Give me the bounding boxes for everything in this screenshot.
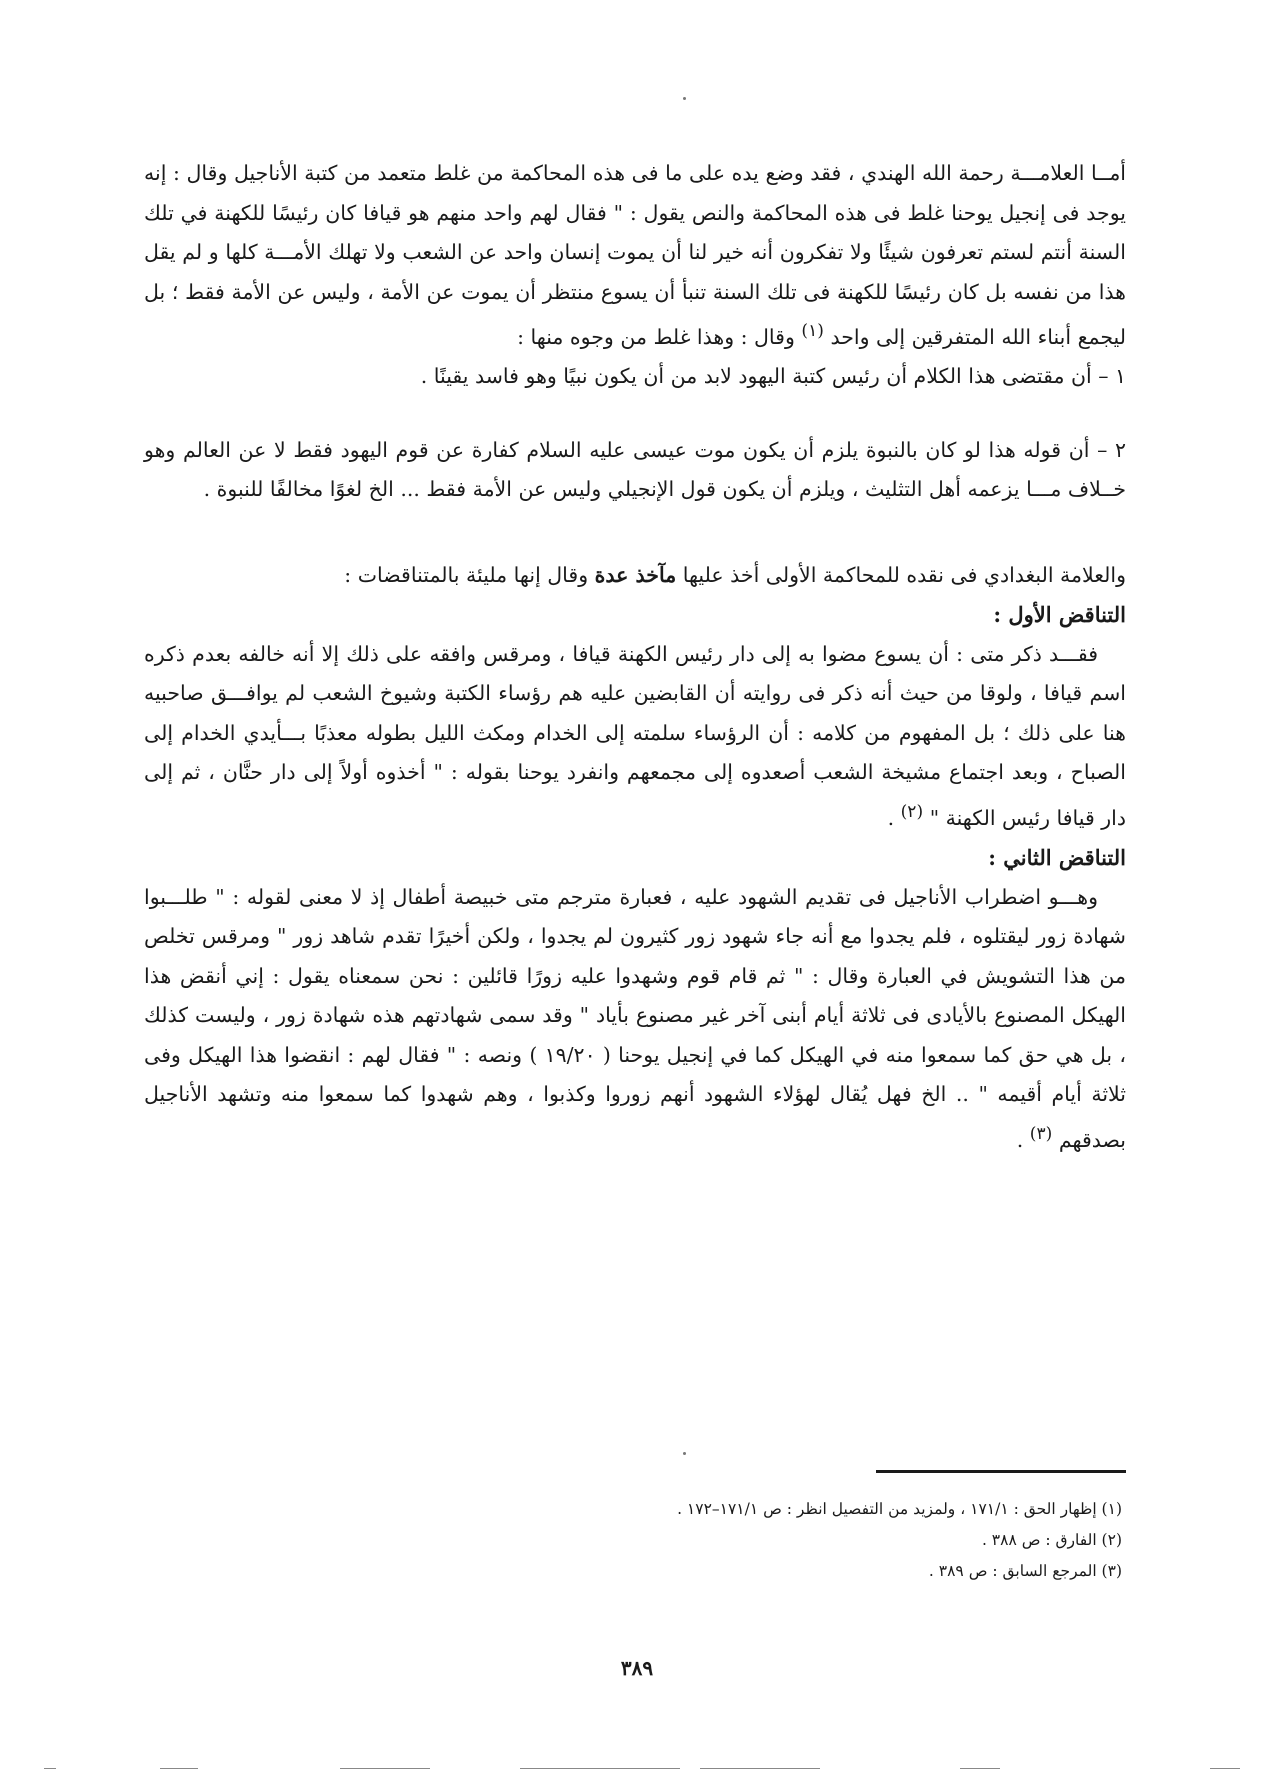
footnote-divider: [876, 1470, 1126, 1473]
footnote-1: (١) إظهار الحق : ١٧١/١ ، ولمزيد من التفصيل انظر : ص ١٧١/١–١٧٢ .: [677, 1500, 1122, 1518]
scan-speck: [683, 97, 686, 100]
paragraph-point-2: ٢ – أن قوله هذا لو كان بالنبوة يلزم أن يكون موت عيسى عليه السلام كفارة عن قوم اليهود فقط لا عن العالم وهو خــلاف مـــا يزعمه أهل التثليث ، ويلزم أن يكون قول الإنجيلي وليس عن الأمة فقط ... الخ لغوًا مخالفًا للنبوة .: [144, 437, 1126, 502]
paragraph-point-1: ١ – أن مقتضى هذا الكلام أن رئيس كتبة اليهود لابد من أن يكون نبيًا وهو فاسد يقينًا .: [420, 364, 1126, 389]
scan-edge-mark: [1210, 1768, 1240, 1769]
footnote-ref-2: (٢): [900, 801, 924, 822]
scan-speck: [683, 1452, 686, 1455]
main-text: [144, 154, 1126, 1160]
scan-edge-mark: [160, 1768, 198, 1769]
scan-edge-mark: [960, 1768, 1000, 1769]
heading-second-contradiction: التناقض الثاني :: [988, 845, 1126, 871]
scan-edge-mark: [44, 1768, 56, 1769]
paragraph-baghdadi: والعلامة البغدادي فى نقده للمحاكمة الأولى أخذ عليها مآخذ عدة وقال إنها مليئة بالمتناقضات :: [344, 562, 1126, 587]
paragraph-intro: أمــا العلامـــة رحمة الله الهندي ، فقد وضع يده على ما فى هذه المحاكمة من غلط متعمد من كتبة الأناجيل وقال : إنه يوجد فى إنجيل يوحنا غلط فى هذه المحاكمة والنص يقول : " فقال لهم واحد منهم هو قيافا كان رئيسًا للكهنة في تلك السنة أنتم لستم تعرفون شيئًا ولا تفكرون أنه خير لنا أن يموت إنسان واحد عن الشعب ولا تهلك الأمـــة كلها و لم يقل هذا من نفسه بل كان رئيسًا للكهنة فى تلك السنة تنبأ أن يسوع منتظر أن يموت عن الأمة ، وليس عن الأمة فقط ؛ بل ليجمع أبناء الله المتفرقين إلى واحد $^{(١)}$ وقال : وهذا غلط من وجوه منها :: [144, 161, 1126, 349]
footnote-ref-3: (٣): [1029, 1123, 1053, 1144]
scan-edge-mark: [340, 1768, 430, 1769]
scan-edge-mark: [700, 1768, 820, 1769]
footnotes: [222, 1494, 1122, 1587]
paragraph-first-contradiction: فقـــد ذكر متى : أن يسوع مضوا به إلى دار رئيس الكهنة قيافا ، ومرقس وافقه على ذلك إلا أنه خالفه بعدم ذكره اسم قيافا ، ولوقا من حيث أنه ذكر فى روايته أن القابضين عليه هم رؤساء الكتبة وشيوخ الشعب لم يوافـــق صاحبيه هنا على ذلك ؛ بل المفهوم من كلامه : أن الرؤساء سلمته إلى الخدام ومكث الليل بطوله معذبًا بـــأيدي الخدام إلى الصباح ، وبعد اجتماع مشيخة الشعب أصعدوه إلى مجمعهم وانفرد يوحنا بقوله : " أخذوه أولاً إلى دار حنَّان ، ثم إلى دار قيافا رئيس الكهنة " $^{(٢)}$ .: [144, 641, 1126, 830]
footnote-3: (٣) المرجع السابق : ص ٣٨٩ .: [928, 1562, 1122, 1580]
heading-first-contradiction: التناقض الأول :: [993, 602, 1126, 628]
paragraph-second-contradiction: وهـــو اضطراب الأناجيل فى تقديم الشهود عليه ، فعبارة مترجم متى خبيصة أطفال إذ لا معنى لقوله : " طلـــبوا شهادة زور ليقتلوه ، فلم يجدوا مع أنه جاء شهود زور كثيرون لم يجدوا ، ولكن أخيرًا تقدم شاهد زور " ومرقس تخلص من هذا التشويش في العبارة وقال : " ثم قام قوم وشهدوا عليه زورًا قائلين : نحن سمعناه يقول : إني أنقض هذا الهيكل المصنوع بالأيادى فى ثلاثة أيام أبنى آخر غير مصنوع بأياد " وقد سمى شهادتهم هذه شهادة زور ، وليست كذلك ، بل هي حق كما سمعوا منه في الهيكل كما في إنجيل يوحنا ( ١٩/٢٠ ) ونصه : " فقال لهم : انقضوا هذا الهيكل وفى ثلاثة أيام أقيمه " .. الخ فهل يُقال لهؤلاء الشهود أنهم زوروا وكذبوا ، وهم شهدوا كما سمعوا منه وتشهد الأناجيل بصدقهم $^{(٣)}$ .: [144, 884, 1126, 1152]
page-number: ٣٨٩: [620, 1656, 654, 1680]
footnote-2: (٢) الفارق : ص ٣٨٨ .: [981, 1531, 1122, 1549]
footnote-ref-1: (١): [801, 321, 824, 341]
scan-edge-mark: [520, 1768, 680, 1769]
